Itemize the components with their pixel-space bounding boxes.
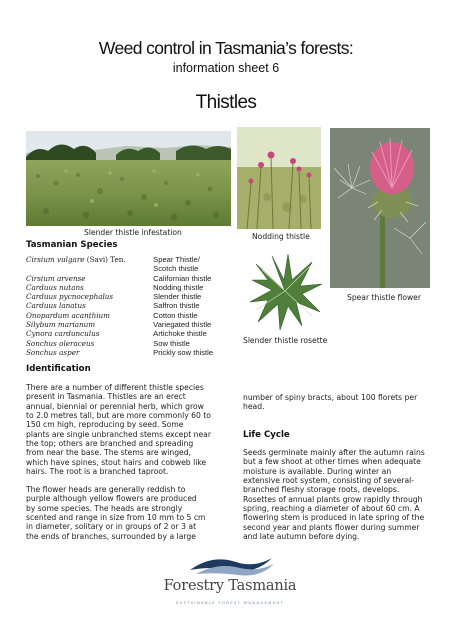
logo-wave-icon [150, 548, 310, 578]
scientific-name: Cirsium arvense [26, 273, 86, 283]
text-line: extensive root system, consisting of several- [243, 476, 415, 486]
species-row [26, 339, 256, 348]
text-line: present in Tasmania. Thistles are an erect [26, 392, 186, 402]
text-line: scented and range in size from 10 mm to 5 cm [26, 513, 206, 523]
identification-continuation [243, 393, 438, 412]
text-line: flowering stem is produced in late spring of the [243, 513, 425, 523]
scientific-name: Sonchus asper [26, 347, 80, 357]
text-line: annual, biennial or perennial herb, which grow [26, 401, 204, 411]
life-cycle-paragraph [243, 448, 443, 541]
text-line: which have spines, stout hairs and cobweb like [26, 457, 207, 467]
scientific-name: Sonchus oleraceus [26, 338, 95, 348]
species-row [26, 264, 256, 273]
text-line: and late autumn before dying. [243, 532, 360, 542]
logo-name: Forestry Tasmania [163, 578, 297, 594]
text-line: branched fleshy storage roots, develops. [243, 485, 400, 495]
scientific-name: Silybum marianum [26, 320, 96, 330]
text-line: the top; others are branched and spreading [26, 439, 194, 449]
nodding-thistle-photo [237, 127, 321, 229]
text-line: There are a number of different thistle species [26, 383, 204, 392]
species-row [26, 320, 256, 329]
text-line: in diameter, solitary or in groups of 2 or 3 at [26, 522, 197, 532]
author-citation: (Savi) Ten. [84, 255, 126, 264]
common-name: Californian thistle [153, 273, 212, 283]
nodding-thistle-caption: Nodding thistle [252, 232, 310, 241]
rosette-caption: Slender thistle rosette [243, 336, 328, 345]
text-line: Seeds germinate mainly after the autumn rains [243, 448, 425, 457]
text-line: by some species. The heads are strongly [26, 503, 183, 513]
common-name: Cotton thistle [153, 310, 198, 320]
common-name: Sow thistle [153, 338, 190, 348]
text-line: head. [243, 402, 265, 412]
species-row [26, 329, 256, 338]
common-name: Slender thistle [153, 292, 202, 302]
species-row [26, 292, 256, 301]
text-line: number of spiny bracts, about 100 florets per [243, 393, 418, 402]
species-row [26, 255, 256, 264]
scientific-name: Cynora cardunculus [26, 329, 100, 339]
text-line: from near the base. The stems are winged, [26, 448, 192, 458]
common-name-continuation: Scotch thistle [153, 264, 199, 274]
scientific-name: Carduus pycnocephalus [26, 292, 114, 302]
logo-tagline: SUSTAINABLE FOREST MANAGEMENT [175, 600, 285, 605]
text-line: moisture is available. During winter an [243, 466, 392, 476]
scientific-name: Carduus nutans [26, 282, 84, 292]
common-name: Prickly sow thistle [153, 347, 214, 357]
common-name: Nodding thistle [153, 282, 204, 292]
rosette-photo [246, 250, 324, 332]
text-line: hairs. The root is a branched taproot. [26, 467, 169, 477]
page-heading: Thistles [195, 92, 257, 113]
species-heading: Tasmanian Species [26, 240, 118, 250]
identification-paragraph-1 [26, 383, 236, 476]
infestation-photo [26, 131, 231, 226]
identification-heading: Identification [26, 364, 91, 374]
document-title: Weed control in Tasmania’s forests: [98, 38, 354, 58]
common-name: Variegated thistle [153, 320, 212, 330]
document-subtitle: information sheet 6 [172, 61, 280, 75]
infestation-caption: Slender thistle infestation [84, 228, 182, 237]
text-line: purple although yellow flowers are produced [26, 494, 197, 504]
species-list [26, 255, 256, 357]
life-cycle-heading: Life Cycle [243, 430, 290, 440]
common-name: Saffron thistle [153, 301, 200, 311]
scientific-name: Onopardum acanthium [26, 310, 110, 320]
text-line: plants are single unbranched stems except near [26, 429, 211, 439]
text-line: 150 cm high, reproducing by seed. Some [26, 420, 184, 430]
species-row [26, 311, 256, 320]
text-line: spring, reaching a diameter of about 60 cm. A [243, 504, 420, 514]
text-line: to 2.0 metres tall, but are more commonly 60 to [26, 411, 211, 421]
common-name: Artichoke thistle [153, 329, 207, 339]
species-row [26, 283, 256, 292]
scientific-name: Cirsium vulgare [26, 255, 85, 264]
species-row [26, 348, 256, 357]
species-row [26, 301, 256, 310]
text-line: the ends of branches, surrounded by a large [26, 531, 196, 541]
common-name: Spear Thistle/ [153, 255, 200, 264]
forestry-tasmania-logo [150, 548, 310, 630]
text-line: but a few shoot at other times when adequate [243, 457, 421, 467]
species-row [26, 274, 256, 283]
scientific-name: Carduus lanatus [26, 301, 86, 311]
text-line: Rosettes of annual plants grow rapidly through [243, 494, 423, 504]
text-line: The flower heads are generally reddish to [26, 485, 186, 494]
spear-thistle-photo [330, 128, 430, 288]
text-line: second year and plants flower during summer [243, 522, 420, 532]
spear-thistle-caption: Spear thistle flower [347, 293, 421, 302]
identification-paragraph-2 [26, 485, 236, 541]
